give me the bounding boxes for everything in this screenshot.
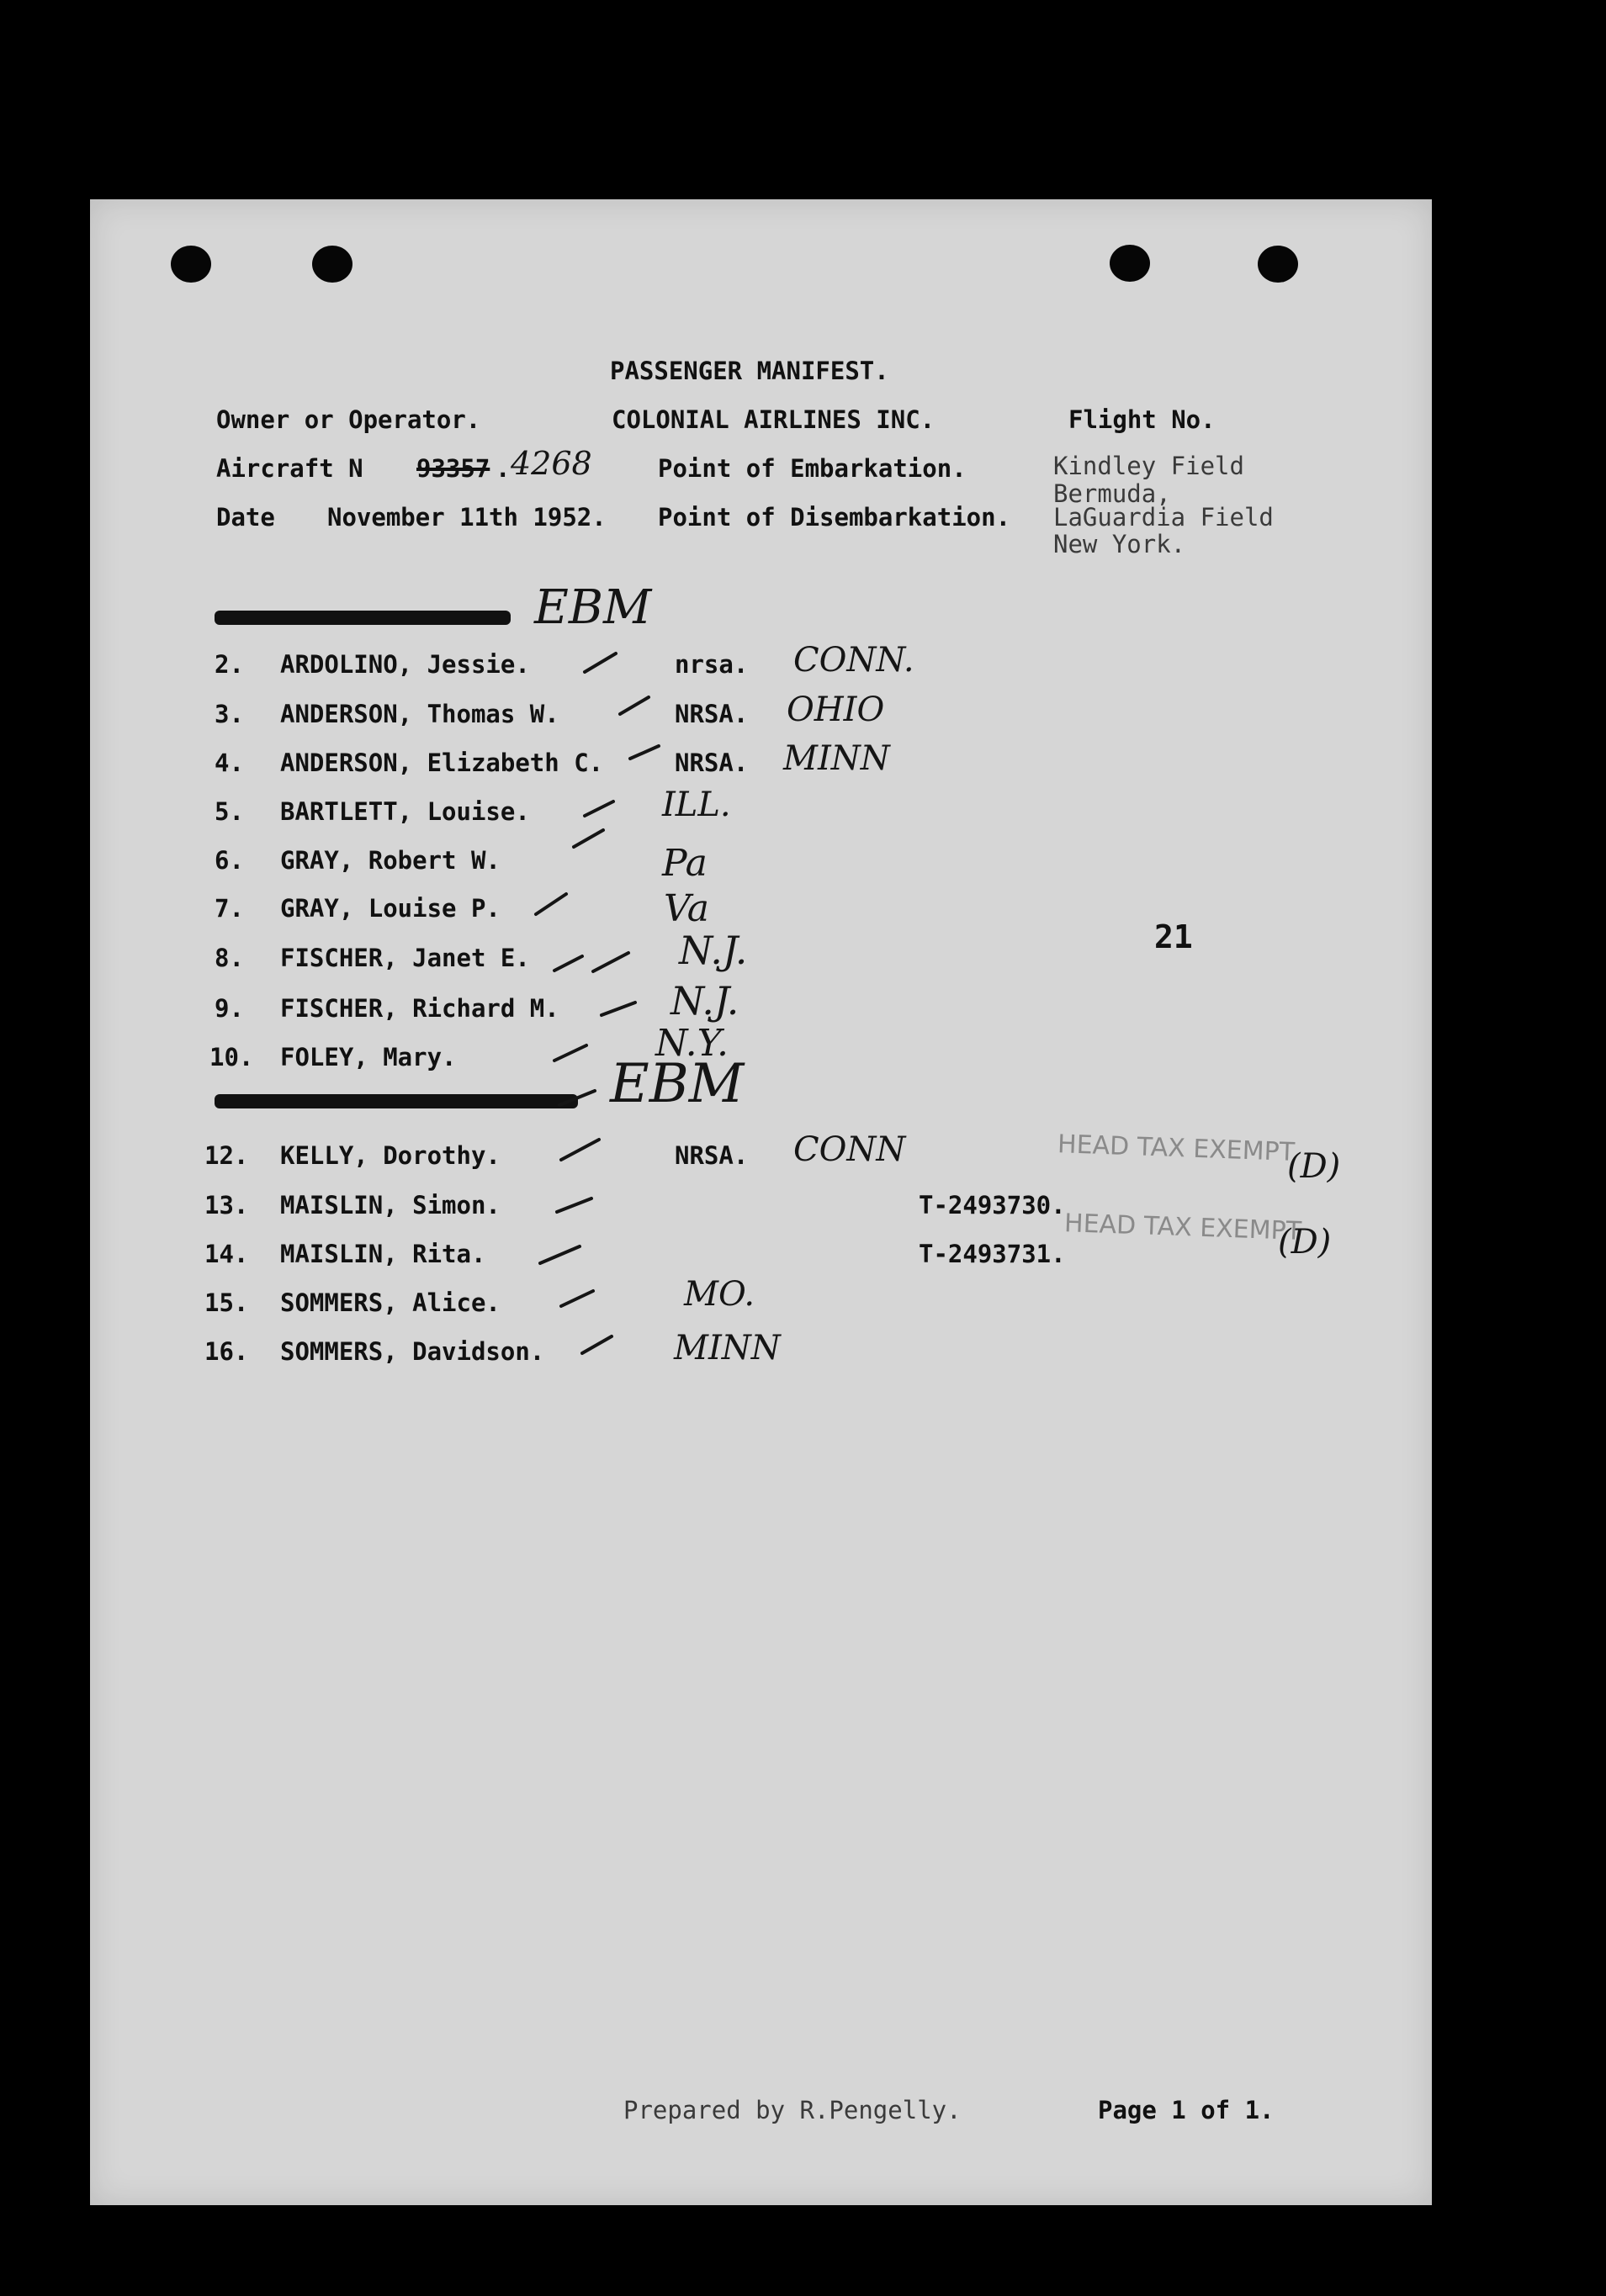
disembarkation-place-line1: LaGuardia Field — [1053, 503, 1274, 532]
disembarkation-place-line2: New York. — [1053, 530, 1186, 558]
manifest-title: PASSENGER MANIFEST. — [610, 357, 889, 385]
passenger-state: CONN. — [793, 641, 914, 680]
redaction-initials: EBM — [610, 1053, 745, 1115]
passenger-status: NRSA. — [675, 749, 749, 777]
aircraft-handwritten-number: 4268 — [511, 445, 592, 482]
passenger-number: 5. — [215, 797, 244, 826]
stamp-handwritten-mark: (D) — [1287, 1147, 1341, 1186]
flight-label: Flight No. — [1068, 405, 1216, 434]
passenger-status: nrsa. — [675, 650, 749, 679]
passenger-state: MINN — [783, 739, 890, 778]
embarkation-place-line2: Bermuda, — [1053, 479, 1171, 508]
punch-hole — [1258, 246, 1298, 283]
check-mark — [602, 1003, 635, 1015]
check-mark — [554, 956, 582, 971]
check-mark — [593, 953, 628, 971]
passenger-number: 12. — [204, 1141, 249, 1170]
redacted-entry-11 — [215, 1094, 578, 1108]
owner-label: Owner or Operator. — [216, 405, 481, 434]
head-tax-exempt-stamp: HEAD TAX EXEMPT — [1057, 1129, 1296, 1167]
passenger-ticket: T-2493730. — [919, 1191, 1066, 1219]
manifest-page — [90, 199, 1432, 2205]
passenger-state: MINN — [674, 1329, 781, 1368]
check-mark — [557, 1198, 591, 1212]
passenger-number: 3. — [215, 700, 244, 728]
date-label: Date — [216, 503, 275, 532]
passenger-number: 4. — [215, 749, 244, 777]
check-mark — [561, 1140, 599, 1160]
passenger-status: NRSA. — [675, 1141, 749, 1170]
passenger-state: N.J. — [670, 978, 739, 1024]
passenger-state: MO. — [684, 1275, 755, 1314]
passenger-number: 16. — [204, 1337, 249, 1366]
owner-value: COLONIAL AIRLINES INC. — [612, 405, 936, 434]
check-mark — [536, 894, 566, 914]
passenger-name: FOLEY, Mary. — [280, 1043, 457, 1071]
passenger-name: GRAY, Louise P. — [280, 894, 501, 923]
passenger-number: 2. — [215, 650, 244, 679]
check-mark — [540, 1246, 580, 1263]
passenger-name: KELLY, Dorothy. — [280, 1141, 501, 1170]
passenger-name: BARTLETT, Louise. — [280, 797, 530, 826]
passenger-number: 7. — [215, 894, 244, 923]
embarkation-place-line1: Kindley Field — [1053, 452, 1244, 480]
passenger-name: SOMMERS, Davidson. — [280, 1337, 545, 1366]
passenger-number: 13. — [204, 1191, 249, 1219]
passenger-state: Va — [664, 887, 709, 930]
passenger-state: CONN — [793, 1130, 906, 1169]
embarkation-label: Point of Embarkation. — [658, 454, 967, 483]
passenger-name: ANDERSON, Elizabeth C. — [280, 749, 604, 777]
prepared-by: Prepared by R.Pengelly. — [623, 2096, 962, 2124]
check-mark — [620, 697, 649, 714]
passenger-state: Pa — [662, 842, 708, 885]
passenger-number: 10. — [209, 1043, 254, 1071]
passenger-name: FISCHER, Janet E. — [280, 944, 530, 972]
passenger-name: ANDERSON, Thomas W. — [280, 700, 559, 728]
redacted-entry-1 — [215, 611, 511, 625]
head-tax-exempt-stamp: HEAD TAX EXEMPT — [1063, 1209, 1302, 1246]
check-mark — [585, 653, 616, 672]
check-mark — [554, 1045, 586, 1061]
passenger-name: SOMMERS, Alice. — [280, 1288, 501, 1317]
passenger-number: 9. — [215, 994, 244, 1023]
check-mark — [574, 830, 603, 847]
check-mark — [582, 1336, 612, 1353]
passenger-number: 6. — [215, 846, 244, 875]
check-mark — [585, 801, 613, 816]
passenger-ticket: T-2493731. — [919, 1240, 1066, 1268]
punch-hole — [312, 246, 352, 283]
disembarkation-label: Point of Disembarkation. — [658, 503, 1011, 532]
passenger-state: ILL. — [662, 786, 731, 824]
check-mark — [630, 746, 659, 759]
passenger-number: 15. — [204, 1288, 249, 1317]
passenger-name: GRAY, Robert W. — [280, 846, 501, 875]
passenger-number: 14. — [204, 1240, 249, 1268]
passenger-state: N.J. — [679, 928, 748, 973]
passenger-state: N.Y. — [655, 1022, 729, 1065]
passenger-name: FISCHER, Richard M. — [280, 994, 559, 1023]
aircraft-label: Aircraft N — [216, 454, 363, 483]
passenger-name: ARDOLINO, Jessie. — [280, 650, 530, 679]
passenger-number: 8. — [215, 944, 244, 972]
passenger-name: MAISLIN, Simon. — [280, 1191, 501, 1219]
aircraft-struck-number: 93357 — [416, 454, 490, 483]
passenger-state: OHIO — [787, 690, 885, 729]
aircraft-dot: . — [496, 454, 511, 483]
passenger-name: MAISLIN, Rita. — [280, 1240, 486, 1268]
page-number: 21 — [1154, 918, 1193, 955]
passenger-status: NRSA. — [675, 700, 749, 728]
stamp-handwritten-mark: (D) — [1278, 1223, 1332, 1262]
date-value: November 11th 1952. — [327, 503, 607, 532]
punch-hole — [171, 246, 211, 283]
redaction-initials: EBM — [534, 580, 652, 635]
punch-hole — [1110, 245, 1150, 282]
check-mark — [561, 1291, 593, 1306]
page-of: Page 1 of 1. — [1098, 2096, 1275, 2124]
